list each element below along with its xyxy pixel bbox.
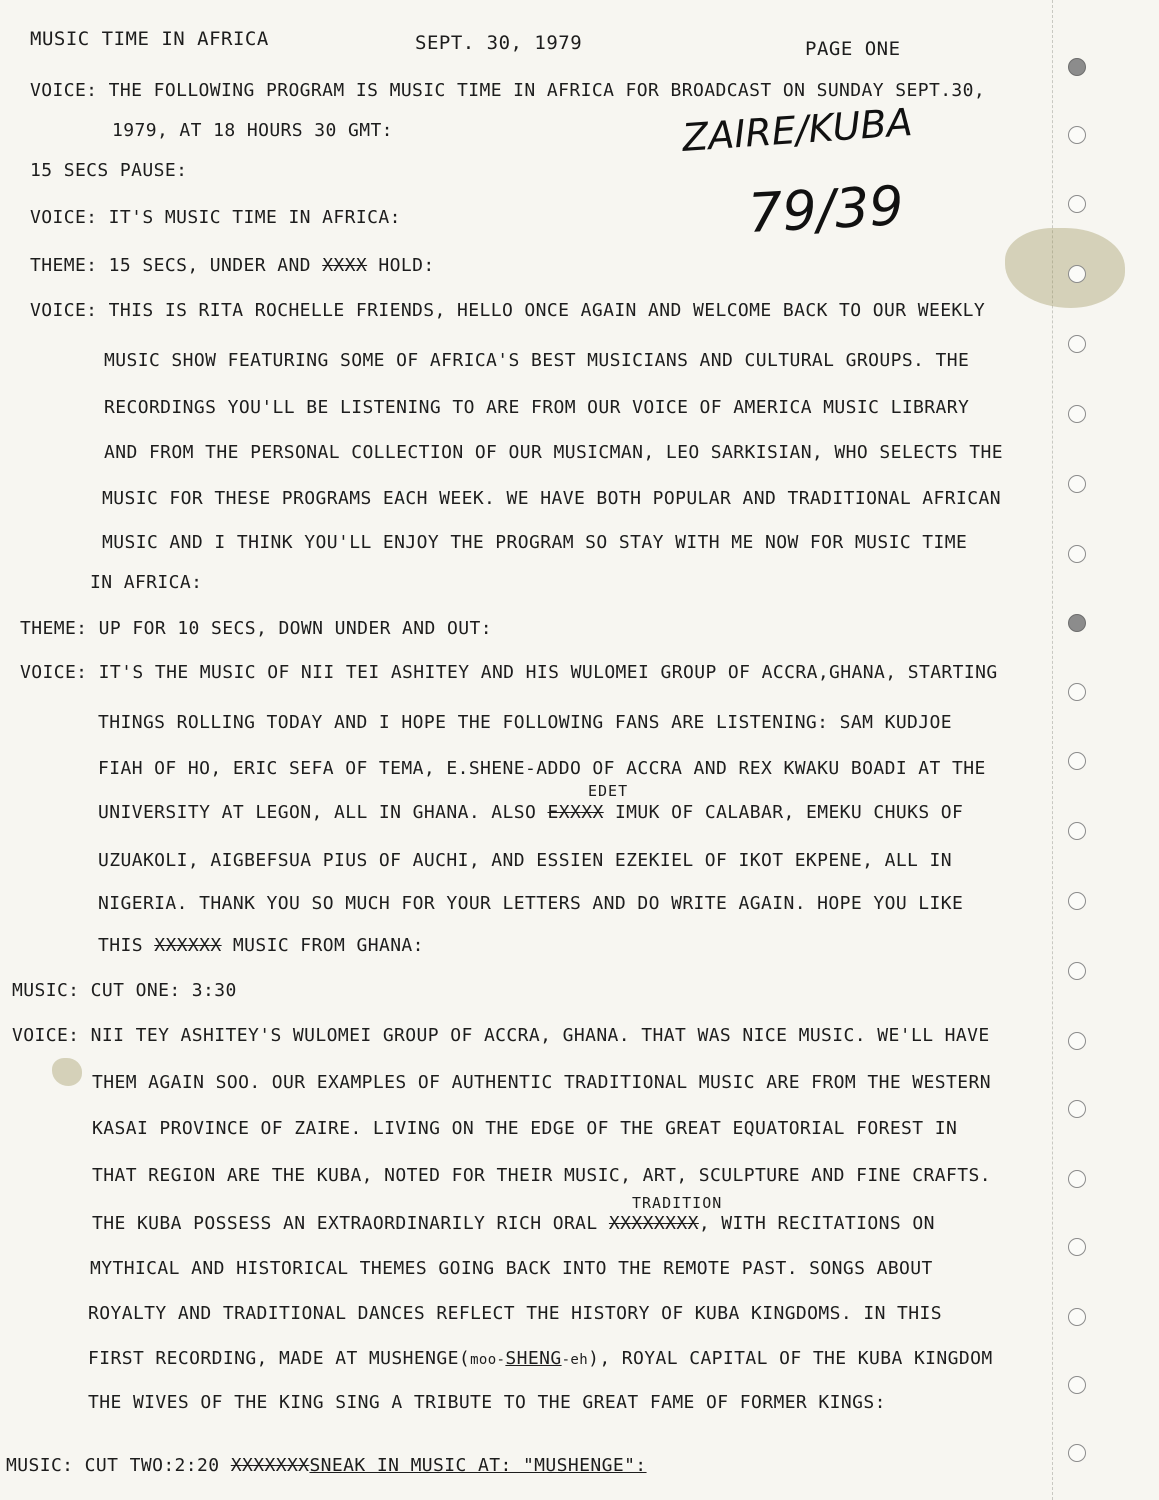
script-line: 1979, AT 18 HOURS 30 GMT: [112, 120, 393, 141]
script-line: VOICE: IT'S THE MUSIC OF NII TEI ASHITEY AND HIS WULOMEI GROUP OF ACCRA,GHANA, STARTING [20, 662, 998, 683]
script-text: UNIVERSITY AT LEGON, ALL IN GHANA. ALSO [98, 802, 537, 823]
punch-hole [1068, 1100, 1086, 1118]
script-line [88, 1348, 993, 1369]
script-line [30, 255, 435, 276]
script-text: FIRST RECORDING, MADE AT MUSHENGE( [88, 1348, 471, 1369]
punch-hole [1068, 265, 1086, 283]
script-text: THIS [98, 935, 143, 956]
punch-hole [1068, 1032, 1086, 1050]
pronunciation-stress: SHENG [505, 1348, 562, 1369]
script-text: MUSIC: CUT TWO:2:20 [6, 1455, 220, 1476]
handwritten-topic: ZAIRE/KUBA [680, 100, 914, 160]
stain-mark [52, 1058, 82, 1086]
script-line: KASAI PROVINCE OF ZAIRE. LIVING ON THE EDGE OF THE GREAT EQUATORIAL FOREST IN [92, 1118, 958, 1139]
script-text: THE KUBA POSSESS AN EXTRAORDINARILY RICH ORAL [92, 1213, 598, 1234]
script-line: THE WIVES OF THE KING SING A TRIBUTE TO THE GREAT FAME OF FORMER KINGS: [88, 1392, 886, 1413]
script-line: THEM AGAIN SOO. OUR EXAMPLES OF AUTHENTIC TRADITIONAL MUSIC ARE FROM THE WESTERN [92, 1072, 991, 1093]
script-line: UZUAKOLI, AIGBEFSUA PIUS OF AUCHI, AND ESSIEN EZEKIEL OF IKOT EKPENE, ALL IN [98, 850, 953, 871]
script-line: MUSIC AND I THINK YOU'LL ENJOY THE PROGRAM SO STAY WITH ME NOW FOR MUSIC TIME [102, 532, 968, 553]
punch-hole [1068, 962, 1086, 980]
script-line: RECORDINGS YOU'LL BE LISTENING TO ARE FROM OUR VOICE OF AMERICA MUSIC LIBRARY [104, 397, 970, 418]
script-line: 15 SECS PAUSE: [30, 160, 188, 181]
punch-hole [1068, 58, 1086, 76]
script-line [98, 802, 963, 823]
script-line: IN AFRICA: [90, 572, 203, 593]
script-text: HOLD: [378, 255, 435, 276]
script-line: VOICE: NII TEY ASHITEY'S WULOMEI GROUP OF ACCRA, GHANA. THAT WAS NICE MUSIC. WE'LL HAVE [12, 1025, 990, 1046]
punch-hole [1068, 752, 1086, 770]
punch-hole [1068, 545, 1086, 563]
strikeout-text: XXXXXXXX [608, 1213, 699, 1234]
punch-hole [1068, 1308, 1086, 1326]
script-line: ROYALTY AND TRADITIONAL DANCES REFLECT THE HISTORY OF KUBA KINGDOMS. IN THIS [88, 1303, 943, 1324]
script-text: MUSIC FROM GHANA: [232, 935, 424, 956]
handwritten-number: 79/39 [746, 173, 906, 246]
punch-hole [1068, 405, 1086, 423]
insert-note-edet: EDET [588, 782, 629, 800]
script-line [98, 935, 424, 956]
script-line: VOICE: IT'S MUSIC TIME IN AFRICA: [30, 207, 401, 228]
stain-mark [1005, 228, 1125, 308]
punch-hole [1068, 683, 1086, 701]
script-line: VOICE: THIS IS RITA ROCHELLE FRIENDS, HELLO ONCE AGAIN AND WELCOME BACK TO OUR WEEKLY [30, 300, 986, 321]
header-program-name: MUSIC TIME IN AFRICA [30, 28, 269, 50]
strikeout-text: XXXXXX [154, 935, 222, 956]
perforation-line [1052, 0, 1053, 1500]
script-line: THAT REGION ARE THE KUBA, NOTED FOR THEIR MUSIC, ART, SCULPTURE AND FINE CRAFTS. [92, 1165, 991, 1186]
script-text: THEME: 15 SECS, UNDER AND [30, 255, 311, 276]
script-line: MUSIC SHOW FEATURING SOME OF AFRICA'S BEST MUSICIANS AND CULTURAL GROUPS. THE [104, 350, 970, 371]
header-date: SEPT. 30, 1979 [415, 32, 583, 54]
strikeout-text: XXXXXXX [230, 1455, 310, 1476]
punch-hole [1068, 1376, 1086, 1394]
strikeout-text: XXXX [322, 255, 368, 276]
script-line: NIGERIA. THANK YOU SO MUCH FOR YOUR LETTERS AND DO WRITE AGAIN. HOPE YOU LIKE [98, 893, 964, 914]
punch-hole [1068, 195, 1086, 213]
script-line: THEME: UP FOR 10 SECS, DOWN UNDER AND OUT: [20, 618, 492, 639]
script-line: THINGS ROLLING TODAY AND I HOPE THE FOLLOWING FANS ARE LISTENING: SAM KUDJOE [98, 712, 953, 733]
punch-hole [1068, 126, 1086, 144]
insert-note-tradition: TRADITION [632, 1194, 723, 1212]
punch-hole [1068, 1170, 1086, 1188]
script-line [6, 1455, 647, 1476]
script-line: MUSIC: CUT ONE: 3:30 [12, 980, 237, 1001]
script-text: ), ROYAL CAPITAL OF THE KUBA KINGDOM [588, 1348, 993, 1369]
punch-hole [1068, 1238, 1086, 1256]
script-text: , WITH RECITATIONS ON [698, 1213, 935, 1234]
script-line: AND FROM THE PERSONAL COLLECTION OF OUR MUSICMAN, LEO SARKISIAN, WHO SELECTS THE [104, 442, 1003, 463]
script-line: MYTHICAL AND HISTORICAL THEMES GOING BACK INTO THE REMOTE PAST. SONGS ABOUT [90, 1258, 933, 1279]
script-line: FIAH OF HO, ERIC SEFA OF TEMA, E.SHENE-ADDO OF ACCRA AND REX KWAKU BOADI AT THE [98, 758, 986, 779]
punch-hole [1068, 822, 1086, 840]
punch-hole [1068, 892, 1086, 910]
punch-hole [1068, 475, 1086, 493]
script-text: SNEAK IN MUSIC AT: "MUSHENGE": [309, 1455, 647, 1476]
strikeout-text: EXXXX [547, 802, 604, 823]
pronunciation-prefix: moo- [470, 1352, 506, 1368]
punch-hole [1068, 335, 1086, 353]
pronunciation-suffix: -eh [561, 1352, 589, 1368]
script-line: MUSIC FOR THESE PROGRAMS EACH WEEK. WE HAVE BOTH POPULAR AND TRADITIONAL AFRICAN [102, 488, 1001, 509]
script-line: VOICE: THE FOLLOWING PROGRAM IS MUSIC TIME IN AFRICA FOR BROADCAST ON SUNDAY SEPT.30, [30, 80, 986, 101]
script-text: IMUK OF CALABAR, EMEKU CHUKS OF [614, 802, 964, 823]
script-line [92, 1213, 935, 1234]
header-page-number: PAGE ONE [805, 38, 901, 60]
punch-hole [1068, 1444, 1086, 1462]
punch-hole [1068, 614, 1086, 632]
